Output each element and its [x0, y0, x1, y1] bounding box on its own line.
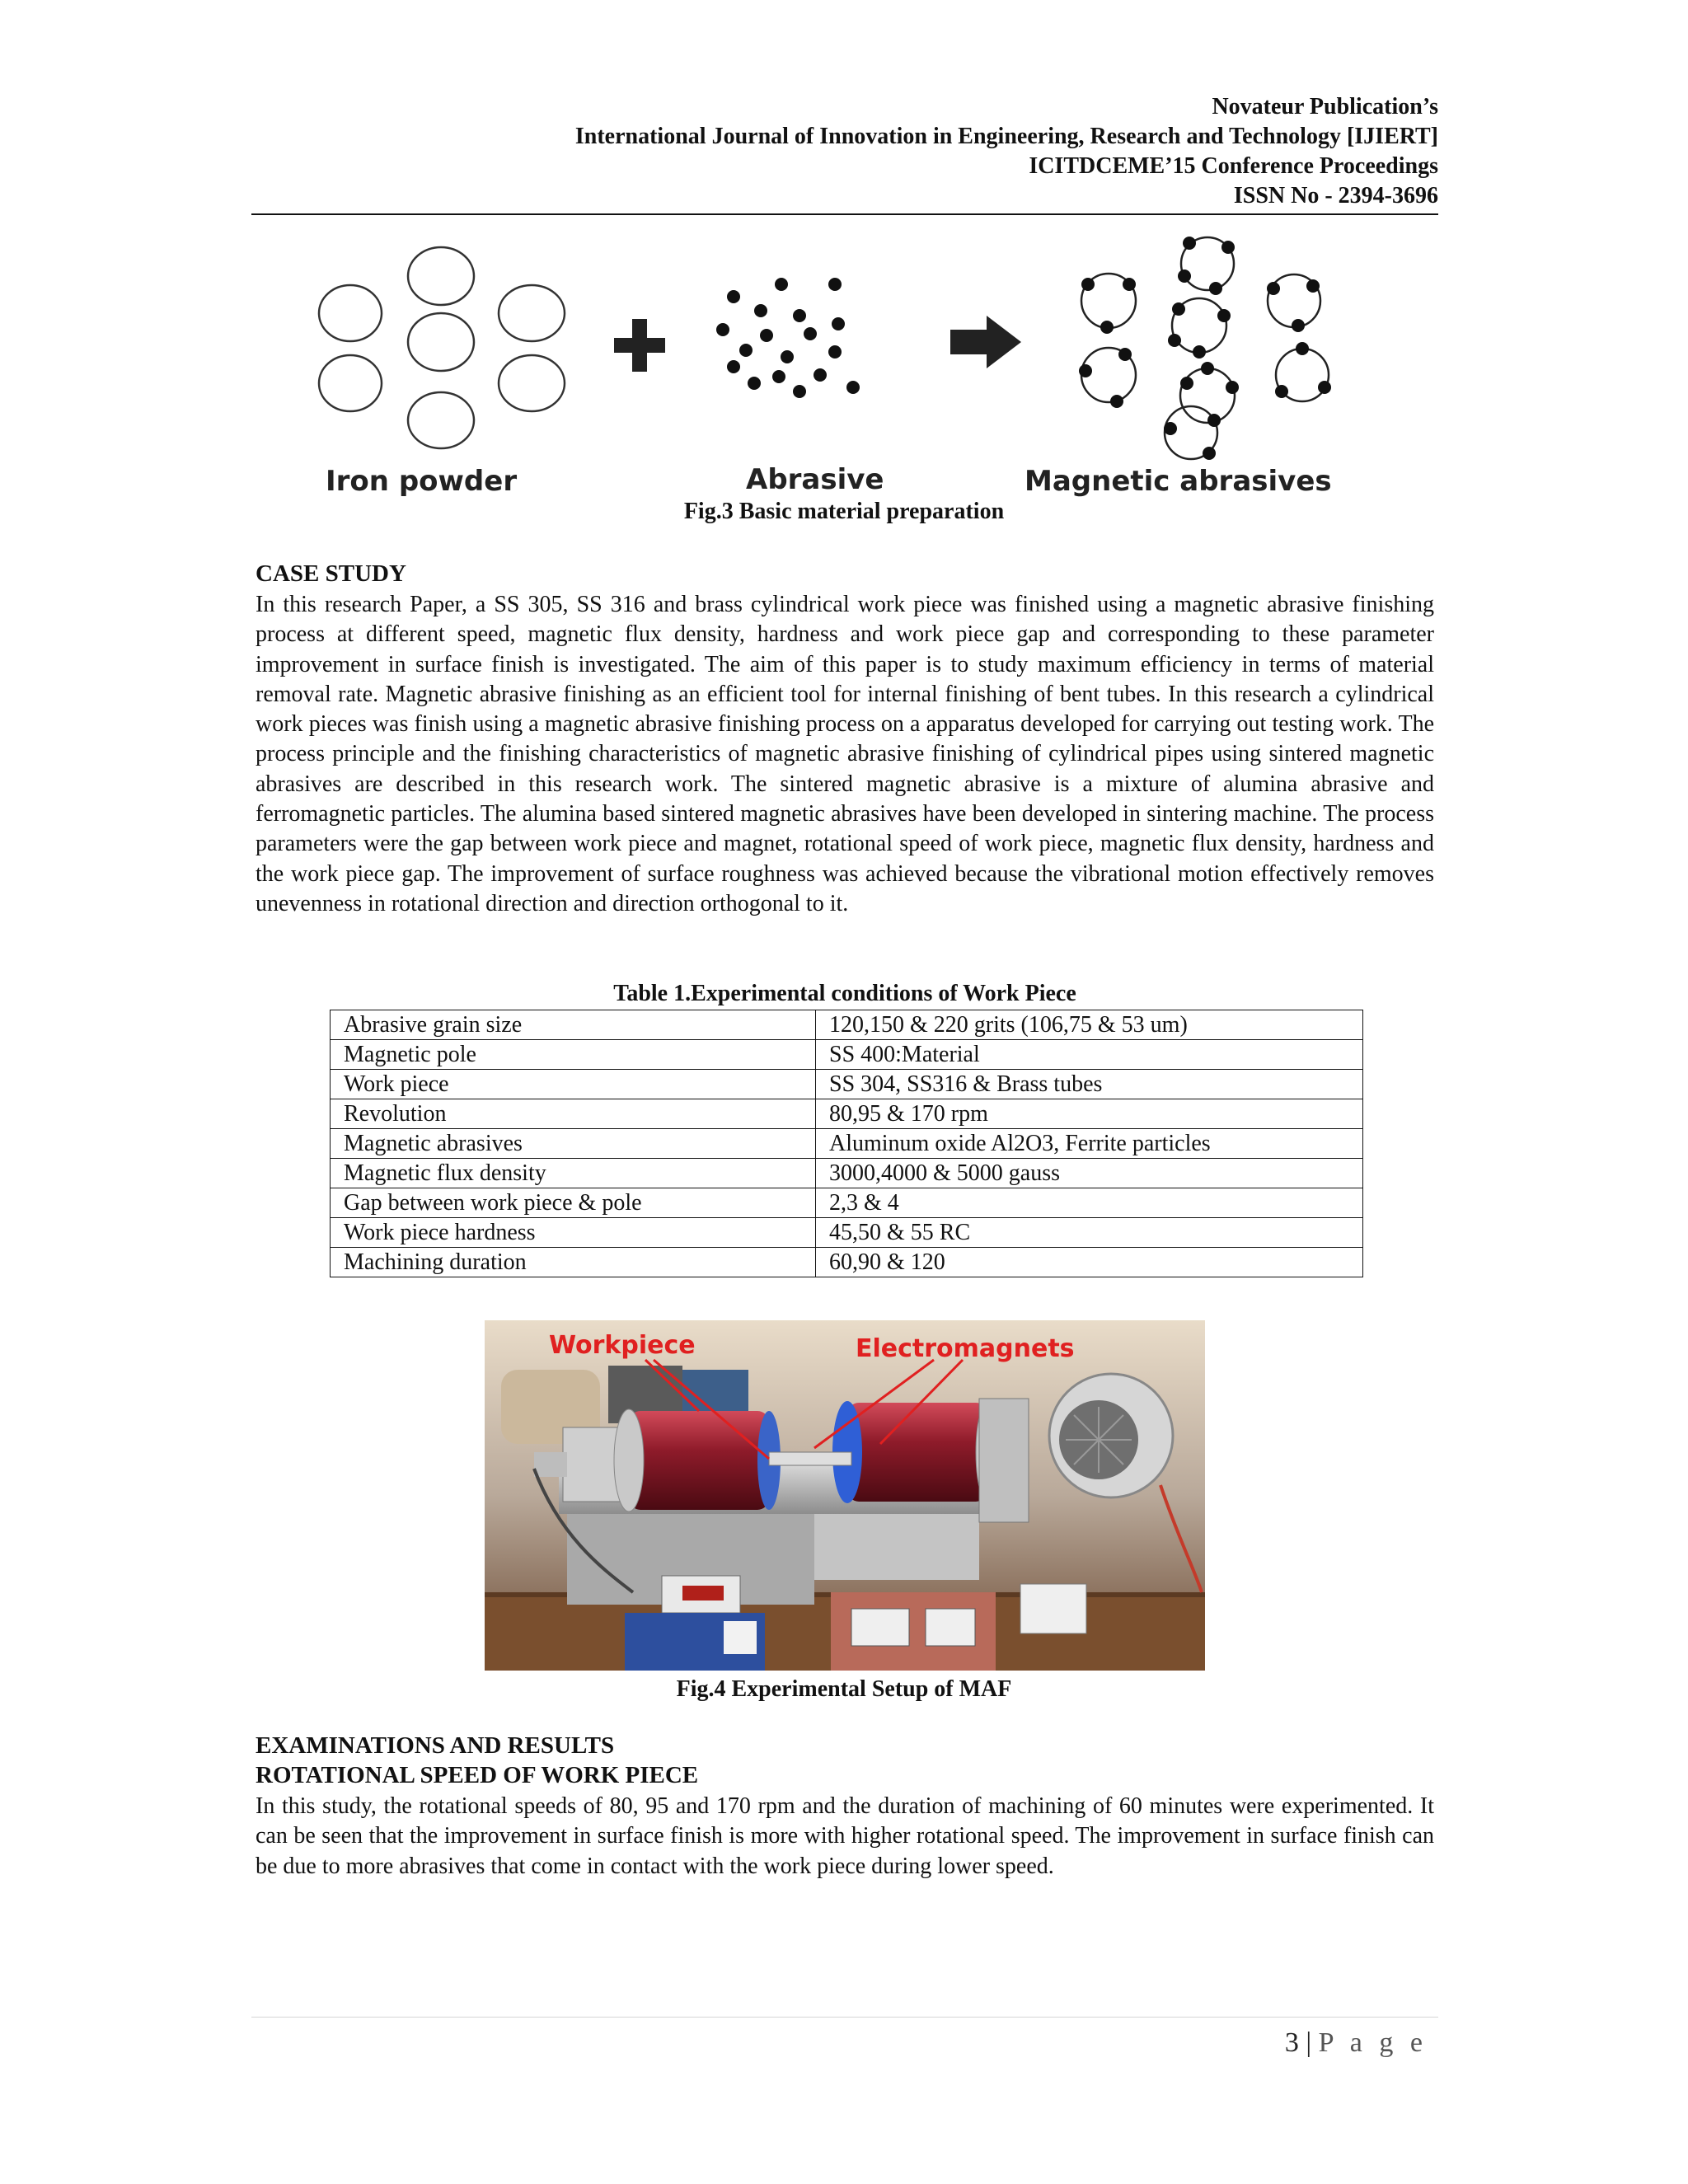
publisher-line: Novateur Publication’s — [1212, 94, 1438, 120]
table-row — [331, 1188, 1363, 1218]
value-cell: 80,95 & 170 rpm — [816, 1099, 1363, 1129]
arrow-right-icon — [950, 316, 1021, 368]
page-separator: | — [1306, 2027, 1312, 2058]
figure-4-experimental-setup-photo — [485, 1320, 1205, 1671]
issn-line: ISSN No - 2394-3696 — [1233, 183, 1438, 209]
page-number: 3 — [1284, 2027, 1299, 2058]
page-word: P a g e — [1318, 2027, 1428, 2058]
parameter-cell: Magnetic flux density — [331, 1159, 816, 1188]
parameter-cell: Magnetic abrasives — [331, 1129, 816, 1159]
rotational-speed-heading: ROTATIONAL SPEED OF WORK PIECE — [256, 1762, 699, 1788]
parameter-cell: Work piece — [331, 1070, 816, 1099]
value-cell: 2,3 & 4 — [816, 1188, 1363, 1218]
magnetic-abrasive-particles — [1079, 237, 1331, 460]
table-row — [331, 1159, 1363, 1188]
page-footer — [1285, 2027, 1428, 2059]
value-cell: 60,90 & 120 — [816, 1248, 1363, 1277]
experimental-conditions-table — [330, 1010, 1363, 1277]
examinations-results-heading: EXAMINATIONS AND RESULTS — [256, 1732, 615, 1759]
figure-3-material-preparation — [284, 218, 1389, 507]
abrasive-label: Abrasive — [746, 463, 884, 496]
table-row — [331, 1099, 1363, 1129]
proceedings-line: ICITDCEME’15 Conference Proceedings — [1029, 153, 1438, 179]
footer-divider — [251, 2017, 1438, 2018]
parameter-cell: Revolution — [331, 1099, 816, 1129]
table-row — [331, 1070, 1363, 1099]
value-cell: Aluminum oxide Al2O3, Ferrite particles — [816, 1129, 1363, 1159]
parameter-cell: Machining duration — [331, 1248, 816, 1277]
plus-icon — [614, 319, 665, 372]
rotational-speed-paragraph: In this study, the rotational speeds of 80, 95 and 170 rpm and the duration of machining of 60 minutes were experimented. It can be seen that the improvement in surface finish is more with higher rotational speed. The improvement in surface finish can be due to more abrasives that come in contact with the work piece during lower speed. — [256, 1793, 1434, 1879]
header-divider — [251, 213, 1438, 215]
value-cell: 45,50 & 55 RC — [816, 1218, 1363, 1248]
iron-powder-label: Iron powder — [326, 465, 518, 498]
iron-powder-particles — [319, 247, 565, 448]
parameter-cell: Abrasive grain size — [331, 1010, 816, 1040]
value-cell: 120,150 & 220 grits (106,75 & 53 um) — [816, 1010, 1363, 1040]
case-study-paragraph: In this research Paper, a SS 305, SS 316 and brass cylindrical work piece was finished using a magnetic abrasive finishing process at different speed, magnetic flux density, hardness and work piece gap and corresponding to these parameter improvement in surface finish is investigated. The aim of this paper is to study maximum efficiency in terms of material removal rate. Magnetic abrasive finishing as an efficient tool for internal finishing of bent tubes. In this research a cylindrical work pieces was finish using a magnetic abrasive finishing process on a apparatus developed for carrying out testing work. The process principle and the finishing characteristics of magnetic abrasive finishing of cylindrical pipes using sintered magnetic abrasives are described in this research work. The sintered magnetic abrasive is a mixture of alumina abrasive and ferromagnetic particles. The alumina based sintered magnetic abrasives have been developed in sintering machine. The process parameters were the gap between work piece and magnet, rotational speed of work piece, magnetic flux density, hardness and the work piece gap. The improvement of surface roughness was achieved because the vibrational motion effectively removes unevenness in rotational direction and direction orthogonal to it. — [256, 592, 1434, 916]
table-row — [331, 1040, 1363, 1070]
workpiece-label: Workpiece — [549, 1331, 696, 1360]
case-study-heading: CASE STUDY — [256, 560, 406, 587]
figure-4-caption: Fig.4 Experimental Setup of MAF — [676, 1676, 1012, 1702]
table-row — [331, 1218, 1363, 1248]
figure-3-caption: Fig.3 Basic material preparation — [683, 499, 1005, 524]
table-1-caption: Table 1.Experimental conditions of Work Piece — [613, 981, 1076, 1006]
table-row — [331, 1010, 1363, 1040]
value-cell: SS 304, SS316 & Brass tubes — [816, 1070, 1363, 1099]
value-cell: 3000,4000 & 5000 gauss — [816, 1159, 1363, 1188]
parameter-cell: Magnetic pole — [331, 1040, 816, 1070]
journal-title-line: International Journal of Innovation in Engineering, Research and Technology [IJIERT] — [574, 124, 1438, 149]
magnetic-abrasives-label: Magnetic abrasives — [1025, 465, 1332, 498]
table-row — [331, 1248, 1363, 1277]
parameter-cell: Work piece hardness — [331, 1218, 816, 1248]
electromagnets-label: Electromagnets — [856, 1334, 1075, 1363]
table-row — [331, 1129, 1363, 1159]
parameter-cell: Gap between work piece & pole — [331, 1188, 816, 1218]
abrasive-particles — [716, 278, 860, 398]
value-cell: SS 400:Material — [816, 1040, 1363, 1070]
journal-header — [251, 92, 1438, 211]
